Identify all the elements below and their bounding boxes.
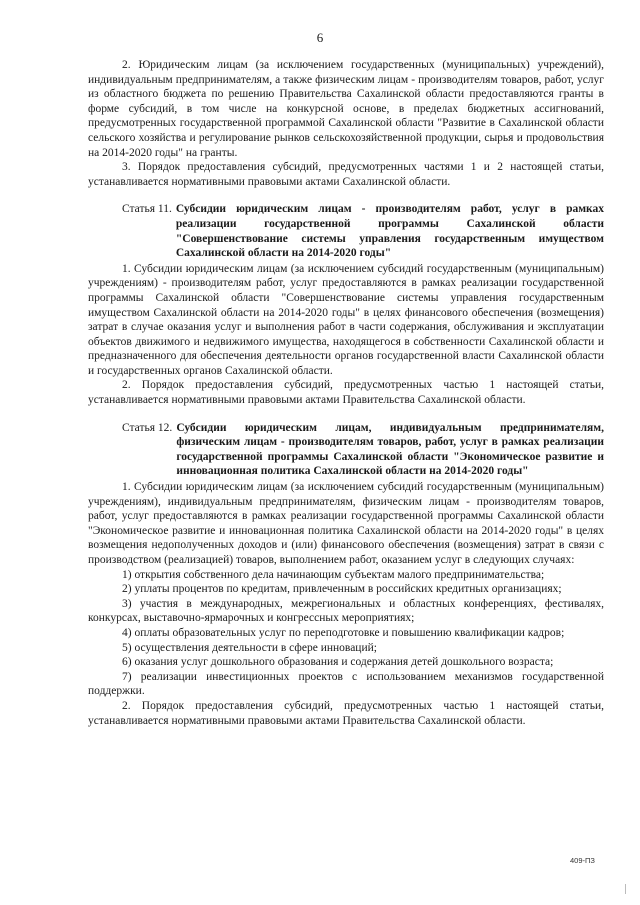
article-11-paragraph-2: 2. Порядок предоставления субсидий, предусмотренных частью 1 настоящей статьи, устанавливается нормативными правовыми актами Правительства Сахалинской области.: [88, 379, 604, 407]
article-11-paragraph-1: 1. Субсидии юридическим лицам (за исключением субсидий государственным (муниципальным) учреждениям) - производителям работ, услуг предоставляются в рамках реализации государственной программы Сахалинской области "Совершенствование системы управления государственным имуществом Сахалинской области на 2014-2020 годы" в целях финансового обеспечения (возмещения) затрат в случае оказания услуг и выполнения работ в части содержания, обслуживания и эксплуатации объектов движимого и недвижимого имущества, находящегося в собственности Сахалинской области и предназначенного для обеспечения деятельности органов государственной власти Сахалинской области и государственных органов Сахалинской области.: [88, 262, 604, 377]
article-12-title: Субсидии юридическим лицам, индивидуальным предпринимателям, физическим лицам - производителям товаров, работ, услуг в рамках реализации государственной программы Сахалинской области "Экономическое развитие и инновационная политика Сахалинской области на 2014-2020 годы": [176, 421, 604, 478]
article-11-label: Статья 11.: [122, 203, 172, 216]
article-12-list-item-4: 4) оплаты образовательных услуг по переподготовке и повышению квалификации кадров;: [122, 626, 565, 639]
article-11-title: Субсидии юридическим лицам - производителям работ, услуг в рамках реализации государственной программы Сахалинской области "Совершенствование системы управления государственным имуществом Сахалинской области на 2014-2020 годы": [175, 203, 604, 260]
scan-edge-mark: [625, 884, 626, 894]
article-12-label: Статья 12.: [122, 421, 173, 434]
article-12-list-item-7: 7) реализации инвестиционных проектов с использованием механизмов государственной поддержки.: [88, 670, 604, 698]
article-12-list-item-1: 1) открытия собственного дела начинающим субъектам малого предпринимательства;: [122, 568, 545, 581]
footer-document-code: 409-ПЗ: [570, 856, 595, 865]
article-12-list-item-5: 5) осуществления деятельности в сфере инноваций;: [122, 641, 377, 654]
article-12-list-item-3: 3) участия в международных, межрегиональных и областных конференциях, фестивалях, конкурсах, выставочно-ярмарочных и конгрессных мероприятиях;: [88, 597, 604, 625]
article-12-heading: [88, 421, 604, 479]
page-number: 6: [316, 30, 324, 45]
paragraph-procedure-1-2: 3. Порядок предоставления субсидий, предусмотренных частями 1 и 2 настоящей статьи, устанавливается нормативными правовыми актами Сахалинской области.: [88, 161, 604, 188]
article-12-paragraph-1: 1. Субсидии юридическим лицам (за исключением субсидий государственным (муниципальным) учреждениям), индивидуальным предпринимателям, физическим лицам - производителям товаров, работ, услуг предоставляются в рамках реализации государственной программы Сахалинской области "Экономическое развитие и инновационная политика Сахалинской области на 2014-2020 годы" в целях возмещения недополученных доходов и (или) финансового обеспечения (возмещения) затрат в связи с производством (реализацией) товаров, выполнением работ, оказанием услуг в следующих случаях:: [88, 481, 604, 566]
document-body: [88, 58, 604, 728]
article-12-paragraph-2: 2. Порядок предоставления субсидий, предусмотренных частью 1 настоящей статьи, устанавливается нормативными правовыми актами Правительства Сахалинской области.: [88, 699, 604, 727]
article-12-list-item-2: 2) уплаты процентов по кредитам, привлеченным в российских кредитных организациях;: [122, 583, 562, 596]
article-12-list-item-6: 6) оказания услуг дошкольного образования и содержания детей дошкольного возраста;: [122, 656, 554, 669]
paragraph-grants: 2. Юридическим лицам (за исключением государственных (муниципальных) учреждений), индивидуальным предпринимателям, а также физическим лицам - производителям товаров, работ, услуг из областного бюджета по решению Правительства Сахалинской области предоставляются гранты в форме субсидий, в том числе на конкурсной основе, в пределах бюджетных ассигнований, предусмотренных государственной программой Сахалинской области "Развитие в Сахалинской области сельского хозяйства и регулирование рынков сельскохозяйственной продукции, сырья и продовольствия на 2014-2020 годы" на гранты.: [88, 59, 604, 159]
article-11-heading: [88, 202, 604, 260]
